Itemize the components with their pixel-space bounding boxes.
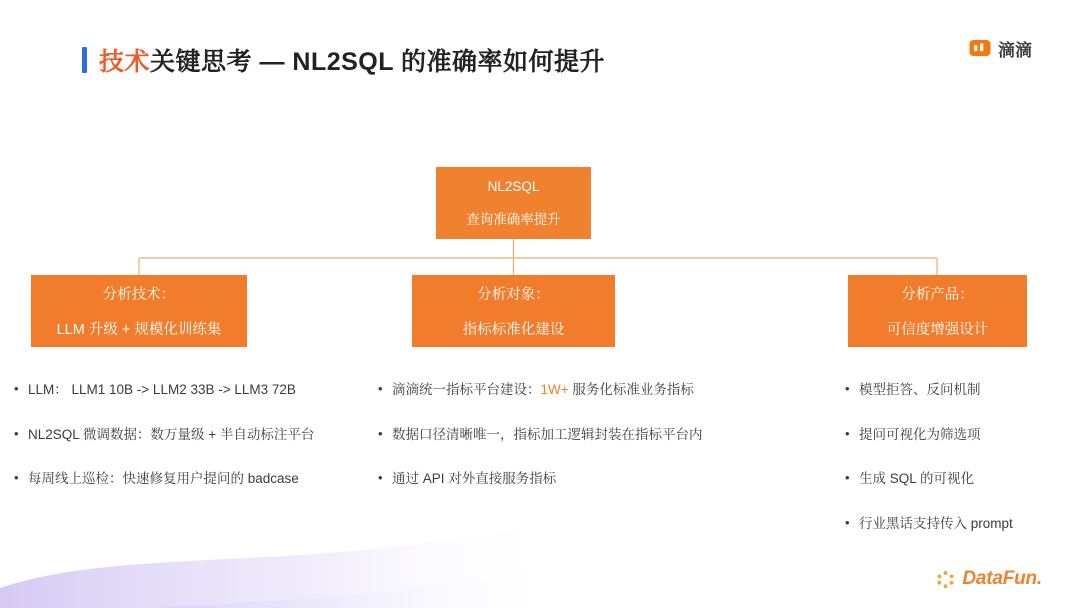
bullet-column-1: [14, 381, 364, 515]
datafun-label: DataFun.: [962, 568, 1042, 589]
list-item: [378, 381, 833, 399]
bullet-column-2: [378, 381, 833, 515]
bullet-column-3: [845, 381, 1070, 559]
bullet-text: NL2SQL 微调数据：数万量级 + 半自动标注平台: [28, 426, 315, 442]
bullet-marker: •: [378, 425, 383, 441]
bullet-marker: •: [845, 425, 850, 441]
didi-logo: [969, 36, 1032, 61]
bullet-marker: •: [378, 381, 383, 396]
branch-1-line-1: 分析技术：: [102, 287, 176, 303]
list-item: [845, 470, 1070, 488]
diagram-root-box: [436, 167, 591, 239]
list-item: [14, 381, 364, 399]
didi-mark-icon: [969, 38, 991, 60]
bullet-marker: •: [14, 381, 19, 396]
datafun-mark-icon: [936, 570, 955, 589]
branch-2-line-2: 指标标准化建设: [462, 322, 565, 338]
branch-1-line-2: LLM 升级 + 规模化训练集: [56, 322, 222, 338]
list-item: [378, 470, 833, 488]
branch-3-line-1: 分析产品：: [901, 287, 974, 303]
diagram-branch-box-1: [31, 275, 247, 347]
bullet-text: 提问可视化为筛选项: [859, 426, 981, 442]
bullet-marker: •: [845, 470, 850, 486]
title-rest: 关键思考 — NL2SQL 的准确率如何提升: [150, 48, 606, 76]
title-text: [99, 42, 605, 78]
bullet-marker: •: [14, 470, 19, 486]
page-title: [82, 42, 605, 78]
bullet-text: 模型拒答、反问机制: [859, 382, 981, 397]
bullet-text: 生成 SQL 的可视化: [859, 471, 975, 487]
bullet-text: 通过 API 对外直接服务指标: [392, 471, 557, 487]
branch-3-line-2: 可信度增强设计: [886, 322, 989, 338]
bullet-text: 行业黑话支持传入 prompt: [859, 515, 1013, 531]
bullet-text: LLM： LLM1 10B -> LLM2 33B -> LLM3 72B: [28, 382, 296, 397]
bullet-text: 数据口径清晰唯一，指标加工逻辑封装在指标平台内: [392, 426, 703, 442]
bullet-marker: •: [14, 425, 19, 441]
bullet-text: 滴滴统一指标平台建设：1W+ 服务化标准业务指标: [392, 382, 694, 397]
list-item: [845, 381, 1070, 399]
datafun-logo: [936, 568, 1042, 590]
list-item: [845, 515, 1070, 533]
bullet-marker: •: [378, 470, 383, 486]
didi-label: 滴滴: [998, 41, 1032, 60]
bullet-marker: •: [845, 381, 850, 396]
bullet-marker: •: [845, 514, 850, 530]
root-line-1: NL2SQL: [487, 178, 540, 194]
list-item: [845, 426, 1070, 444]
title-accent-bar: [82, 47, 87, 73]
branch-2-line-1: 分析对象：: [477, 287, 550, 303]
bullet-text: 每周线上巡检：快速修复用户提问的 badcase: [28, 471, 299, 487]
list-item: [378, 426, 833, 444]
title-highlight: 技术: [99, 48, 151, 76]
list-item: [14, 470, 364, 488]
diagram-branch-box-2: [412, 275, 615, 347]
diagram-branch-box-3: [848, 275, 1027, 347]
list-item: [14, 426, 364, 444]
root-line-2: 查询准确率提升: [466, 211, 561, 227]
